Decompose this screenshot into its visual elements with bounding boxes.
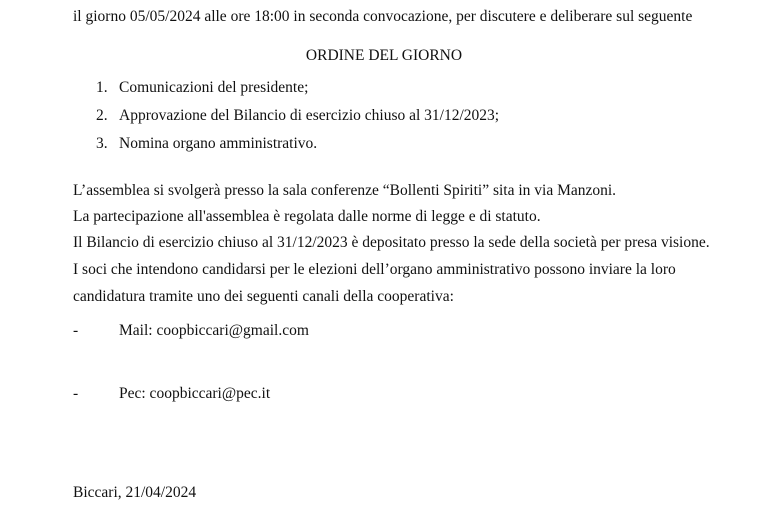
paragraph-balance: Il Bilancio di esercizio chiuso al 31/12/2023 è depositato presso la sede della società per presa visione. — [73, 234, 710, 251]
agenda-number: 2. — [96, 107, 108, 124]
paragraph-channels: candidatura tramite uno dei seguenti canali della cooperativa: — [73, 288, 454, 305]
paragraph-venue: L’assemblea si svolgerà presso la sala conferenze “Bollenti Spiriti” sita in via Manzoni. — [73, 182, 617, 199]
agenda-text: Comunicazioni del presidente; — [119, 79, 309, 96]
place-date: Biccari, 21/04/2024 — [73, 484, 197, 501]
agenda-number: 1. — [96, 79, 108, 96]
bullet-dash: - — [73, 385, 79, 402]
paragraph-participation: La partecipazione all'assemblea è regolata dalle norme di legge e di statuto. — [73, 208, 541, 225]
channel-pec: Pec: coopbiccari@pec.it — [119, 385, 271, 402]
paragraph-candidates: I soci che intendono candidarsi per le elezioni dell’organo amministrativo possono inviare la loro — [73, 261, 676, 278]
agenda-text: Nomina organo amministrativo. — [119, 135, 318, 152]
agenda-text: Approvazione del Bilancio di esercizio chiuso al 31/12/2023; — [119, 107, 500, 124]
intro-line: il giorno 05/05/2024 alle ore 18:00 in seconda convocazione, per discutere e deliberare sul seguente — [73, 8, 693, 25]
bullet-dash: - — [73, 322, 79, 339]
channel-mail: Mail: coopbiccari@gmail.com — [119, 322, 309, 339]
agenda-number: 3. — [96, 135, 108, 152]
agenda-heading: ORDINE DEL GIORNO — [305, 47, 463, 64]
